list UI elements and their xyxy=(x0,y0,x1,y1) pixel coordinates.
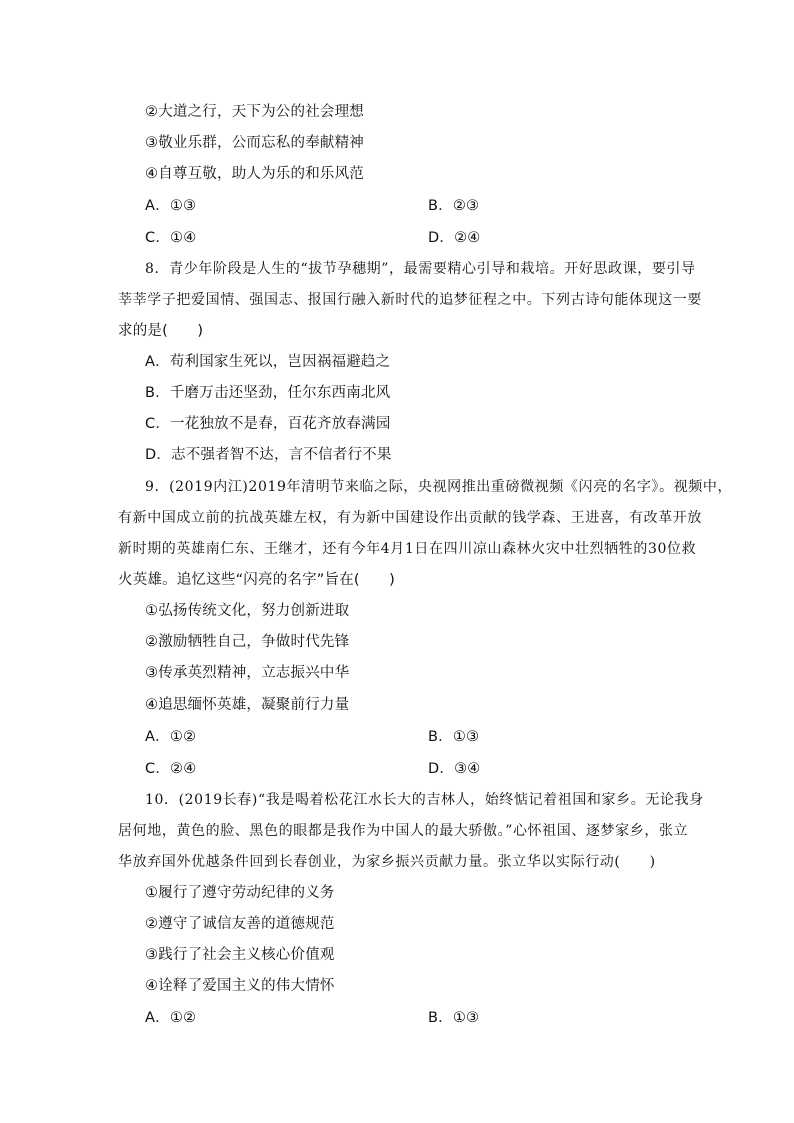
q10-statement-2: ②遵守了诚信友善的道德规范 xyxy=(145,916,335,932)
q9-option-a: A．①② xyxy=(145,729,197,745)
q8-stem-line-1: 8．青少年阶段是人生的“拔节孕穗期”，最需要精心引导和栽培。开好思政课，要引导 xyxy=(145,261,696,277)
q10-option-a: A．①② xyxy=(145,1010,197,1026)
q9-stem-line-2: 有新中国成立前的抗战英雄左权，有为新中国建设作出贡献的钱学森、王进喜，有改革开放 xyxy=(118,510,702,526)
q10-option-b: B．①③ xyxy=(428,1010,480,1026)
q9-statement-2: ②激励牺牲自己，争做时代先锋 xyxy=(145,634,350,650)
q8-stem-line-3: 求的是( ) xyxy=(118,323,204,339)
q9-stem-line-4: 火英雄。追忆这些“闪亮的名字”旨在( ) xyxy=(118,572,396,588)
q9-option-c: C．②④ xyxy=(145,761,197,777)
q9-statement-1: ①弘扬传统文化，努力创新进取 xyxy=(145,603,350,619)
q8-option-a: A．苟利国家生死以，岂因祸福避趋之 xyxy=(145,354,391,370)
q7-option-a: A．①③ xyxy=(145,198,197,214)
q7-option-d: D．②④ xyxy=(428,230,481,246)
q10-statement-1: ①履行了遵守劳动纪律的义务 xyxy=(145,885,335,901)
q9-stem-line-3: 新时期的英雄南仁东、王继才，还有今年4月1日在四川凉山森林火灾中壮烈牺牲的30位救 xyxy=(118,541,697,557)
q7-statement-3: ③敬业乐群，公而忘私的奉献精神 xyxy=(145,135,364,151)
q10-stem-line-1: 10．(2019长春)“我是喝着松花江水长大的吉林人，始终惦记着祖国和家乡。无论我身 xyxy=(145,792,704,808)
q10-stem-line-2: 居何地，黄色的脸、黑色的眼都是我作为中国人的最大骄傲。”心怀祖国、逐梦家乡，张立 xyxy=(118,823,689,839)
q9-option-b: B．①③ xyxy=(428,729,480,745)
q10-statement-4: ④诠释了爱国主义的伟大情怀 xyxy=(145,978,335,994)
q7-option-c: C．①④ xyxy=(145,230,197,246)
q10-stem-line-3: 华放弃国外优越条件回到长春创业，为家乡振兴贡献力量。张立华以实际行动( ) xyxy=(118,854,656,870)
q7-option-b: B．②③ xyxy=(428,198,480,214)
q9-stem-line-1: 9．(2019内江)2019年清明节来临之际，央视网推出重磅微视频《闪亮的名字》。视频中， xyxy=(145,479,733,495)
q9-statement-4: ④追思缅怀英雄，凝聚前行力量 xyxy=(145,697,350,713)
q9-option-d: D．③④ xyxy=(428,761,481,777)
q8-option-b: B．千磨万击还坚劲，任尔东西南北风 xyxy=(145,385,391,401)
q8-stem-line-2: 莘莘学子把爱国情、强国志、报国行融入新时代的追梦征程之中。下列古诗句能体现这一要 xyxy=(118,292,702,308)
q9-statement-3: ③传承英烈精神，立志振兴中华 xyxy=(145,665,350,681)
q8-option-c: C．一花独放不是春，百花齐放春满园 xyxy=(145,416,391,432)
q7-statement-4: ④自尊互敬，助人为乐的和乐风范 xyxy=(145,166,364,182)
q10-statement-3: ③践行了社会主义核心价值观 xyxy=(145,947,335,963)
q8-option-d: D．志不强者智不达，言不信者行不果 xyxy=(145,447,392,463)
q7-statement-2: ②大道之行，天下为公的社会理想 xyxy=(145,104,364,120)
